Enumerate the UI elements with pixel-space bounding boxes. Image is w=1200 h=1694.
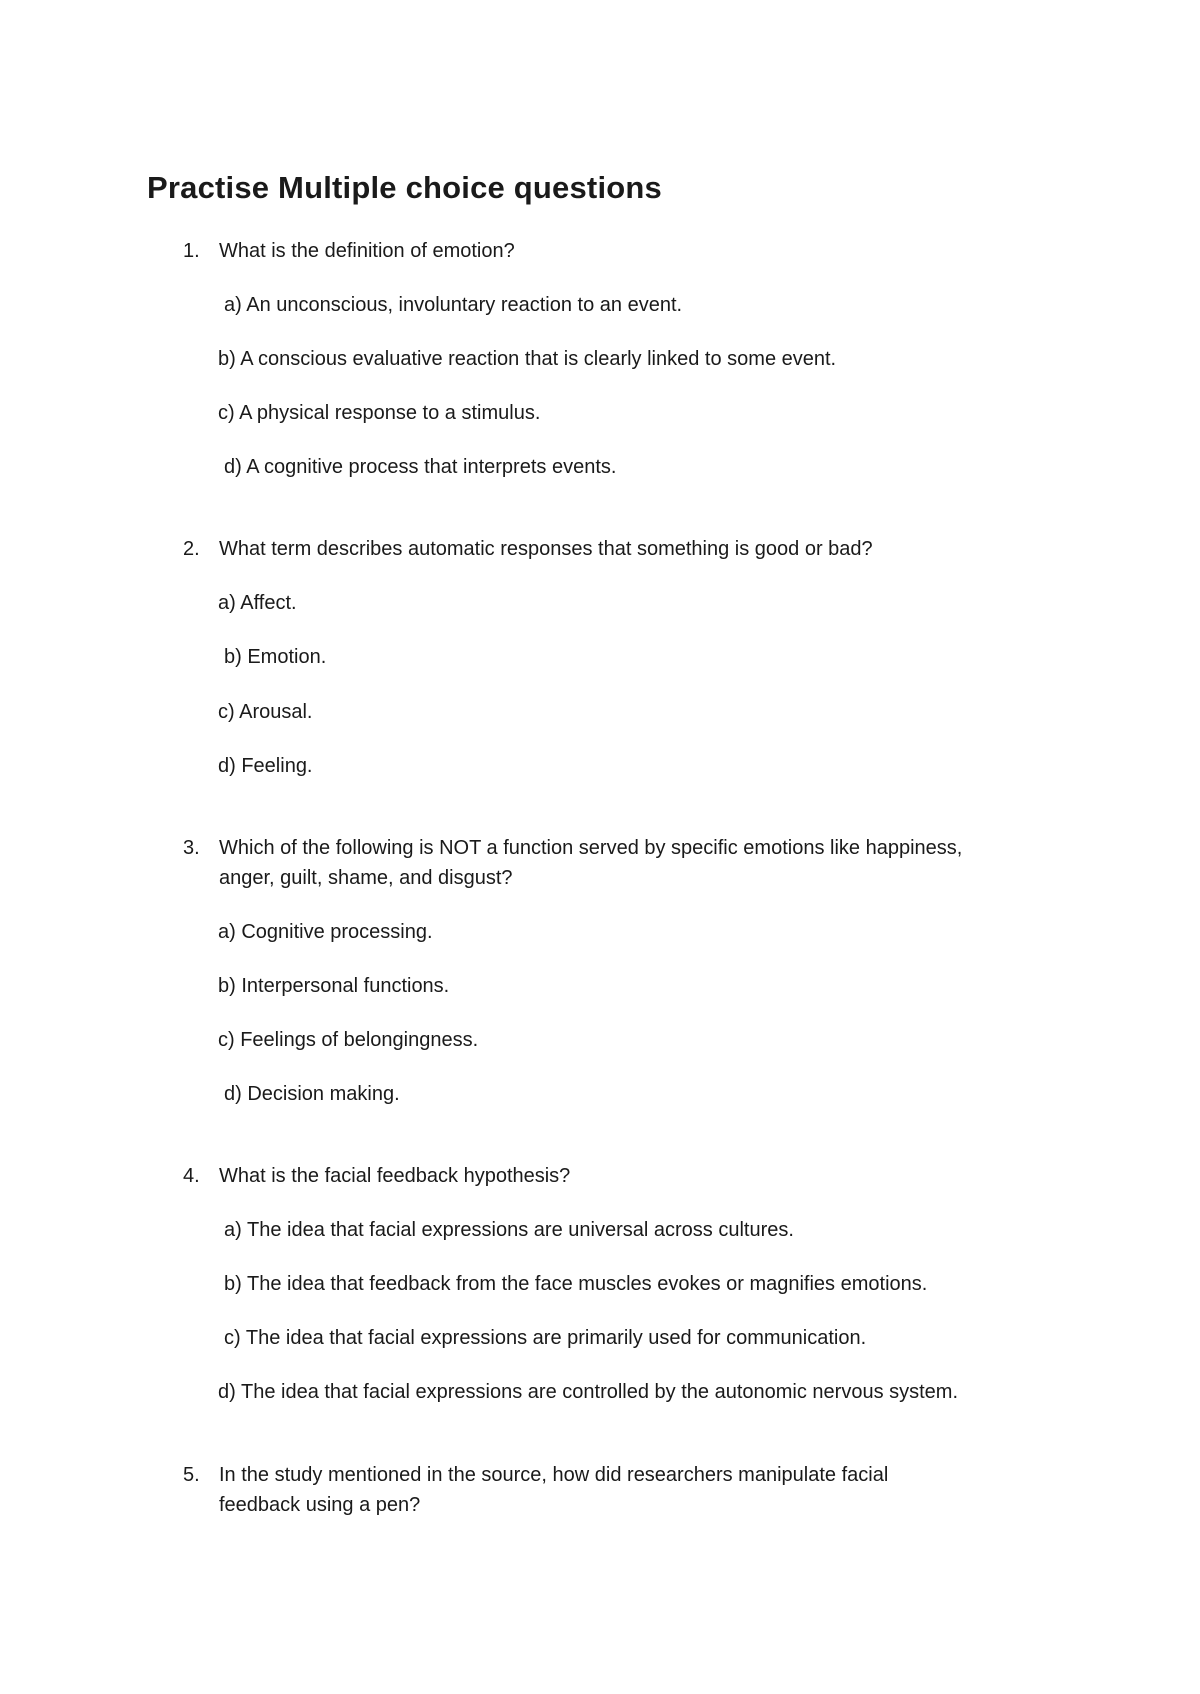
answer-option: a) Cognitive processing. [218,921,433,943]
question-text: What is the definition of emotion? [219,240,515,262]
answer-option: b) The idea that feedback from the face muscles evokes or magnifies emotions. [224,1273,928,1295]
question-text: Which of the following is NOT a function served by specific emotions like happiness, [219,837,963,859]
question-text-continued: anger, guilt, shame, and disgust? [219,867,513,889]
answer-option: c) Feelings of belongingness. [218,1029,479,1051]
question-number: 4. [183,1165,200,1187]
question-number: 2. [183,538,200,560]
answer-option: d) Decision making. [224,1083,400,1105]
answer-option: d) Feeling. [218,755,313,777]
question-number: 5. [183,1464,200,1486]
answer-option: a) Affect. [218,592,297,614]
question-number: 1. [183,240,200,262]
question-text: What term describes automatic responses that something is good or bad? [219,538,873,560]
answer-option: c) A physical response to a stimulus. [218,402,541,424]
page-title: Practise Multiple choice questions [147,170,662,205]
answer-option: b) Interpersonal functions. [218,975,450,997]
answer-option: d) A cognitive process that interprets events. [224,456,617,478]
answer-option: a) The idea that facial expressions are universal across cultures. [224,1219,794,1241]
answer-option: a) An unconscious, involuntary reaction to an event. [224,294,683,316]
answer-option: c) The idea that facial expressions are primarily used for communication. [224,1327,867,1349]
answer-option: d) The idea that facial expressions are controlled by the autonomic nervous system. [218,1381,959,1403]
answer-option: b) Emotion. [224,646,327,668]
question-text: In the study mentioned in the source, how did researchers manipulate facial [219,1464,889,1486]
answer-option: b) A conscious evaluative reaction that is clearly linked to some event. [218,348,837,370]
question-text: What is the facial feedback hypothesis? [219,1165,571,1187]
question-number: 3. [183,837,200,859]
answer-option: c) Arousal. [218,701,313,723]
question-text-continued: feedback using a pen? [219,1494,421,1516]
